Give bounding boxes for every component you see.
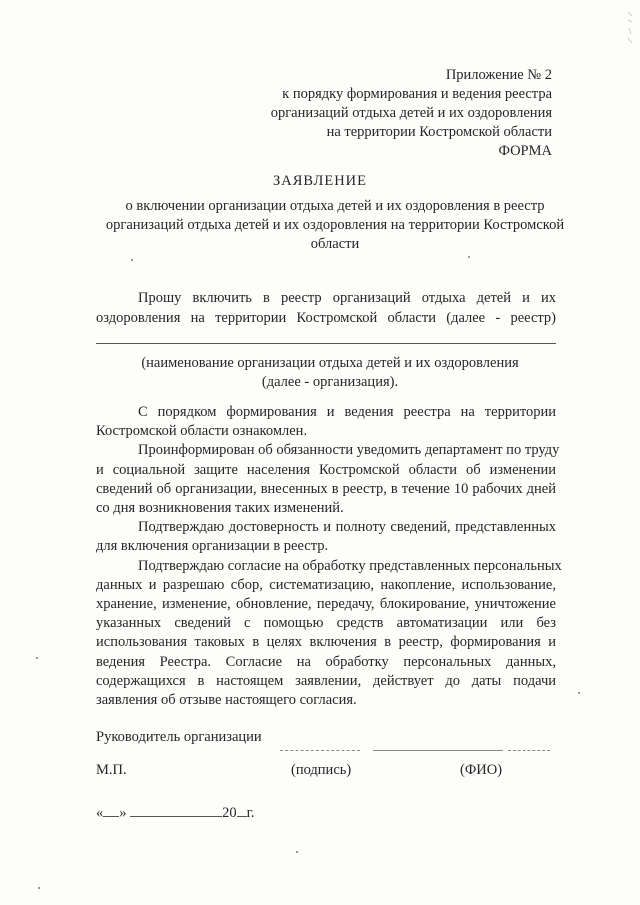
appendix-ref-line: на территории Костромской области [326,124,552,140]
scan-margin-mark [626,10,634,46]
full-name-label: (ФИО) [460,762,503,778]
date-field[interactable] [96,804,255,822]
text-line: Подтверждаю достоверность и полноту сведений, представленных [138,519,556,536]
text-line: и социальной защите населения Костромской области об изменении [96,461,556,478]
caption-line: (далее - организация). [261,374,399,390]
form-label: ФОРМА [498,143,552,159]
date-open-quote: « [96,805,104,821]
text-line: Подтверждаю согласие на обработку представленных персональных [138,557,562,574]
text-line: Костромской области ознакомлен. [96,423,308,440]
text-line: содержащихся в настоящем заявлении, действует до даты подачи [96,672,556,689]
text-line: для включения организации в реестр. [96,538,329,555]
text-line: использования таковых в целях включения в реестр, формирования и [96,634,556,651]
paragraph-notification [96,441,560,518]
organization-name-field[interactable] [96,343,556,344]
caption-line: (наименование организации отдыха детей и их оздоровления [141,355,519,371]
text-line: со дня возникновения таких изменений. [96,500,344,517]
request-line: оздоровления на территории Костромской области (далее - реестр) [96,310,556,326]
organization-name-caption [100,354,560,392]
text-line: указанных сведений с помощью средств автоматизации или без [96,615,556,632]
request-paragraph [96,288,556,328]
date-close-quote: » [119,805,127,821]
document-subject [100,197,570,254]
paragraph-accuracy [96,518,556,556]
paragraph-acknowledgement [96,403,556,441]
statement-body [96,403,562,710]
signature-field[interactable] [280,750,360,751]
stamp-label: М.П. [96,762,127,778]
paragraph-consent [96,557,562,711]
signatory-heading: Руководитель организации [96,729,262,745]
year-prefix: 20 [222,805,237,821]
signature-label: (подпись) [291,762,352,778]
month-blank[interactable] [130,804,222,817]
request-line: Прошу включить в реестр организаций отдыха детей и их [138,290,556,306]
subject-line: о включении организации отдыха детей и их оздоровления в реестр [125,198,545,214]
day-blank[interactable] [103,804,119,817]
appendix-ref-line: организаций отдыха детей и их оздоровления [270,105,552,121]
text-line: сведений об организации, внесенных в реестр, в течение 10 рабочих дней [96,480,556,497]
text-line: хранение, изменение, обновление, передачу, блокирование, уничтожение [96,596,556,613]
text-line: данных и разрешаю сбор, систематизацию, накопление, использование, [96,576,556,593]
year-blank[interactable] [237,804,247,817]
document-title: ЗАЯВЛЕНИЕ [272,173,368,189]
year-suffix: г. [246,805,255,821]
text-line: С порядком формирования и ведения реестра на территории [138,404,556,420]
text-line: ведения Реестра. Согласие на обработку персональных данных, [96,653,556,670]
subject-line: организаций отдыха детей и их оздоровления на территории Костромской [105,217,565,233]
appendix-ref-line: к порядку формирования и ведения реестра [282,86,552,102]
text-line: Проинформирован об обязанности уведомить департамент по труду [138,442,560,459]
appendix-number: Приложение № 2 [445,67,552,83]
subject-line: области [310,236,360,252]
text-line: заявления об отзыве настоящего согласия. [96,692,357,709]
full-name-field[interactable] [373,750,503,751]
full-name-field-tail[interactable] [508,750,550,751]
appendix-header [232,66,552,161]
